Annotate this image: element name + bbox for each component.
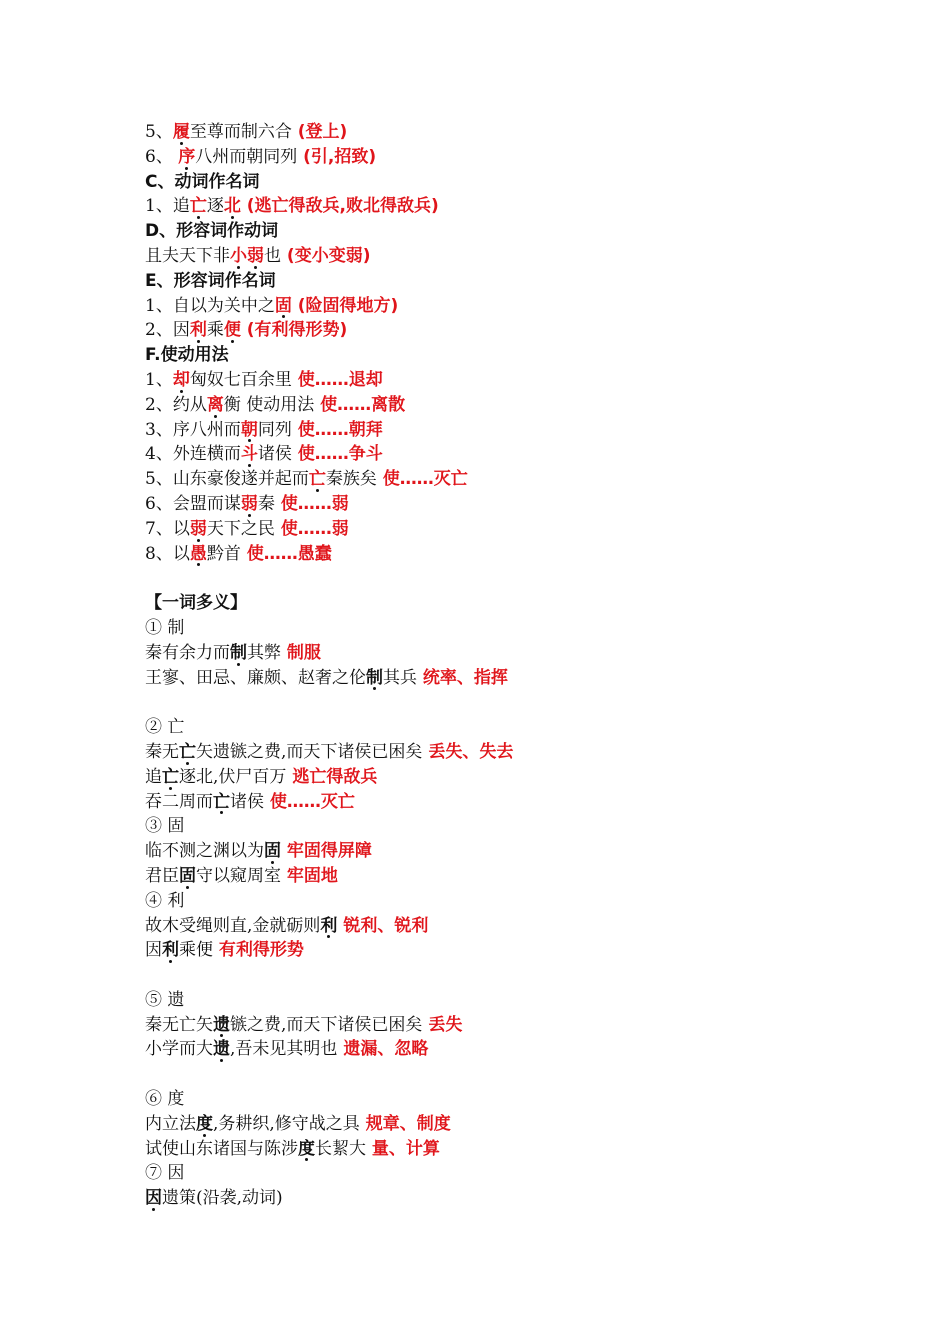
line-text: 逐 [206, 196, 224, 217]
line-text: 守以窥周室 [196, 865, 281, 886]
annotation-text: 使……灭亡 [264, 791, 355, 812]
line-text: 吞二周而 [145, 791, 213, 812]
text-line [145, 1112, 905, 1137]
line-text: 5、 [145, 122, 173, 142]
line-text: 4、外连横而 [145, 444, 241, 465]
annotation-text: 使……朝拜 [291, 419, 383, 440]
line-text: 衡 使动用法 [223, 394, 315, 415]
emphasized-char: 亡 [190, 194, 207, 219]
section-heading [145, 170, 905, 195]
line-text: 秦 [257, 493, 275, 514]
line-text: ⑦ 因 [145, 1163, 185, 1184]
line-text: 5、山东豪俊遂并起而 [145, 469, 309, 490]
section-heading [145, 269, 905, 294]
emphasized-char: 利 [162, 938, 179, 963]
line-text: 因 [145, 940, 162, 961]
line-text: 乘便 [179, 940, 213, 961]
annotation-text: (有利得形势) [240, 320, 348, 341]
text-line [145, 988, 905, 1013]
annotation-text: 牢固得屏障 [281, 841, 372, 862]
emphasized-char: 利 [320, 914, 337, 939]
annotation-text: (引,招致) [297, 146, 377, 167]
text-line [145, 145, 905, 170]
annotation-text: 逃亡得敌兵 [286, 766, 378, 787]
text-line [145, 492, 905, 517]
emphasized-char: 固 [264, 839, 281, 864]
emphasized-char: 序 [178, 145, 195, 170]
text-line [145, 814, 905, 839]
document-body [145, 120, 905, 1211]
annotation-text: 使……退却 [291, 369, 383, 390]
line-text: 内立法 [145, 1113, 196, 1134]
line-text: 小学而大 [145, 1039, 213, 1060]
text-line [145, 765, 905, 790]
line-text: ,吾未见其明也 [230, 1039, 338, 1060]
line-text: 追 [145, 766, 162, 787]
emphasized-char: 小 [230, 244, 247, 269]
text-line [145, 1186, 905, 1211]
annotation-text: 牢固地 [281, 865, 338, 886]
emphasized-char: 固 [179, 864, 196, 889]
line-text: 天下之民 [206, 518, 275, 539]
annotation-text: 统率、指挥 [417, 667, 508, 688]
line-text: F.使动用法 [145, 345, 229, 366]
line-text: 同列 [257, 419, 292, 440]
text-line [145, 294, 905, 319]
emphasized-char: 弱 [190, 517, 207, 542]
section-heading [145, 343, 905, 368]
line-text: 秦无亡矢 [145, 1014, 213, 1035]
annotation-text: 使……灭亡 [376, 469, 468, 490]
line-text: 1、自以为关中之 [145, 295, 275, 316]
text-line [145, 542, 905, 567]
line-text: 2、约从 [145, 394, 207, 415]
annotation-text: 有利得形势 [213, 940, 304, 961]
line-text: ⑥ 度 [145, 1089, 185, 1110]
line-text: 试使山东诸国与陈涉 [145, 1138, 298, 1159]
annotation-text: 使……愚蠢 [240, 543, 332, 564]
text-line [145, 393, 905, 418]
line-text: 王寥、田忌、廉颇、赵奢之伦 [145, 667, 366, 688]
emphasized-char: 固 [275, 294, 292, 319]
blank-line [145, 963, 905, 988]
text-line [145, 1013, 905, 1038]
line-text: ⑤ 遗 [145, 989, 185, 1010]
text-line [145, 244, 905, 269]
annotation-text: (逃亡得敌兵,败北得敌兵) [240, 196, 439, 217]
text-line [145, 1161, 905, 1186]
line-text: 【一词多义】 [145, 593, 247, 614]
text-line [145, 517, 905, 542]
line-text: ① 制 [145, 617, 185, 638]
emphasized-char: 便 [224, 318, 241, 343]
line-text: 君臣 [145, 865, 179, 886]
emphasized-char: 弱 [247, 244, 264, 269]
line-text: 其弊 [247, 642, 281, 663]
line-text: 八州而朝同列 [195, 146, 298, 167]
text-line [145, 418, 905, 443]
annotation-text: (登上) [291, 122, 348, 142]
annotation-text: 使……离散 [314, 394, 406, 415]
text-line [145, 1037, 905, 1062]
emphasized-char: 亡 [162, 765, 179, 790]
text-line [145, 938, 905, 963]
annotation-text: 使……争斗 [291, 444, 383, 465]
text-line [145, 914, 905, 939]
text-line [145, 740, 905, 765]
line-text: 1、 [145, 369, 173, 390]
section-heading [145, 219, 905, 244]
text-line [145, 641, 905, 666]
line-text: 秦有余力而 [145, 642, 230, 663]
emphasized-char: 制 [230, 641, 247, 666]
line-text: D、形容词作动词 [145, 221, 279, 242]
emphasized-char: 遗 [213, 1013, 230, 1038]
line-text: 镞之费,而天下诸侯已困矣 [230, 1014, 423, 1035]
line-text: 诸侯 [257, 444, 292, 465]
line-text: ,务耕织,修守战之具 [213, 1113, 360, 1134]
text-line [145, 318, 905, 343]
blank-line [145, 690, 905, 715]
line-text: 1、追 [145, 196, 190, 217]
annotation-text: 丢失 [422, 1014, 463, 1035]
emphasized-char: 亡 [309, 467, 326, 492]
text-line [145, 715, 905, 740]
emphasized-char: 却 [173, 368, 190, 393]
line-text: 乘 [206, 320, 224, 341]
line-text: 其兵 [383, 667, 417, 688]
text-line [145, 839, 905, 864]
line-text: 秦无 [145, 741, 179, 762]
line-text: 2、因 [145, 320, 190, 341]
line-text: 也 [264, 245, 281, 266]
line-text: ② 亡 [145, 717, 185, 738]
line-text: 匈奴七百余里 [189, 369, 292, 390]
annotation-text: 制服 [281, 642, 321, 663]
line-text: 7、以 [145, 518, 190, 539]
emphasized-char: 度 [298, 1137, 315, 1162]
line-text: 长絜大 [315, 1138, 366, 1159]
line-text: C、动词作名词 [145, 171, 260, 192]
annotation-text: 量、计算 [366, 1138, 440, 1159]
annotation-text: 使……弱 [274, 518, 349, 539]
text-line [145, 120, 905, 145]
line-text: 故木受绳则直,金就砺则 [145, 915, 321, 936]
line-text: ④ 利 [145, 890, 185, 911]
emphasized-char: 北 [224, 194, 241, 219]
emphasized-char: 制 [366, 666, 383, 691]
emphasized-char: 亡 [213, 790, 230, 815]
blank-line [145, 1062, 905, 1087]
annotation-text: 使……弱 [274, 493, 349, 514]
line-text: 矢遗镞之费,而天下诸侯已困矣 [196, 741, 423, 762]
line-text: 遗策(沿袭,动词) [162, 1188, 283, 1209]
text-line [145, 889, 905, 914]
section-heading [145, 591, 905, 616]
line-text: 3、序八州而 [145, 419, 241, 440]
emphasized-char: 遗 [213, 1037, 230, 1062]
line-text: 临不测之渊以为 [145, 841, 264, 862]
line-text: 至尊而制六合 [189, 122, 292, 142]
text-line [145, 442, 905, 467]
text-line [145, 616, 905, 641]
emphasized-char: 愚 [190, 542, 207, 567]
line-text: 黔首 [206, 543, 241, 564]
line-text: 且夫天下非 [145, 245, 230, 266]
line-text: 8、以 [145, 543, 190, 564]
text-line [145, 1137, 905, 1162]
blank-line [145, 566, 905, 591]
emphasized-char: 度 [196, 1112, 213, 1137]
text-line [145, 368, 905, 393]
line-text: 秦族矣 [325, 469, 377, 490]
text-line [145, 790, 905, 815]
line-text: ③ 固 [145, 816, 185, 837]
line-text: 诸侯 [230, 791, 264, 812]
line-text: 6、 [145, 146, 179, 167]
emphasized-char: 利 [190, 318, 207, 343]
text-line [145, 194, 905, 219]
annotation-text: 遗漏、忽略 [337, 1039, 429, 1060]
line-text: E、形容词作名词 [145, 270, 276, 291]
annotation-text: 锐利、锐利 [337, 915, 429, 936]
emphasized-char: 因 [145, 1186, 162, 1211]
text-line [145, 666, 905, 691]
annotation-text: (险固得地方) [291, 295, 399, 316]
emphasized-char: 履 [173, 120, 190, 145]
annotation-text: 规章、制度 [359, 1113, 451, 1134]
emphasized-char: 亡 [179, 740, 196, 765]
emphasized-char: 离 [207, 393, 224, 418]
text-line [145, 467, 905, 492]
emphasized-char: 朝 [241, 418, 258, 443]
emphasized-char: 弱 [241, 492, 258, 517]
annotation-text: 丢失、失去 [422, 741, 514, 762]
line-text: 逐北,伏尸百万 [179, 766, 287, 787]
emphasized-char: 斗 [241, 442, 258, 467]
text-line [145, 864, 905, 889]
line-text: 6、会盟而谋 [145, 493, 241, 514]
annotation-text: (变小变弱) [281, 245, 371, 266]
text-line [145, 1087, 905, 1112]
